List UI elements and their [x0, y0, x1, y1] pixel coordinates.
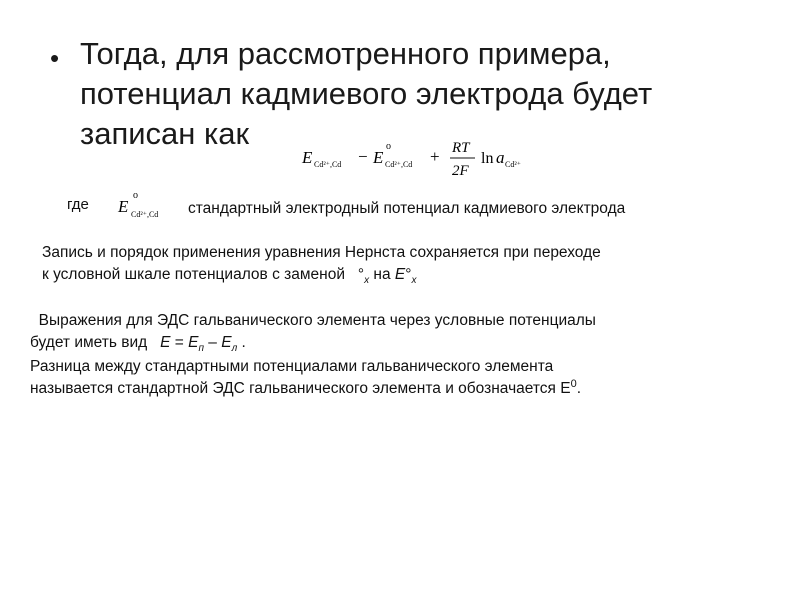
formula-degree: o — [386, 141, 391, 152]
emf-eq: = — [170, 334, 189, 351]
bullet-line-2: потенциал кадмиевого электрода будет — [80, 76, 653, 111]
bullet-line-1: Тогда, для рассмотренного примера, — [80, 36, 611, 71]
paragraph1-line1: Запись и порядок применения уравнения Нернста сохраняется при переходе — [42, 244, 601, 261]
formula-plus: + — [430, 147, 440, 166]
std-degree: o — [133, 190, 138, 201]
paragraph1-sub-x: x — [364, 275, 370, 286]
formula-sub-a: Cd²⁺ — [505, 160, 521, 169]
paragraph-nernst — [42, 242, 601, 288]
formula-ln: ln — [481, 150, 494, 167]
paragraph2-line3: Разница между стандартными потенциалами гальванического элемента — [30, 358, 554, 375]
std-E: E — [118, 197, 129, 216]
paragraph1-sub-x2: x — [411, 275, 417, 286]
paragraph2-line2-start: будет иметь вид — [30, 334, 152, 351]
emf-Ep: E — [188, 334, 199, 351]
paragraph2-line2 — [30, 332, 596, 356]
paragraph2-sup-zero: 0 — [570, 378, 577, 390]
formula-sub-main: Cd²⁺,Cd — [314, 160, 342, 169]
formula-numerator: RT — [452, 140, 470, 156]
formula-E-main: E — [302, 148, 313, 167]
nernst-equation — [300, 130, 550, 182]
paragraph2-line2-end: . — [237, 334, 246, 351]
paragraph2-line4 — [30, 378, 596, 401]
paragraph1-deg2: ° — [405, 266, 412, 283]
std-sub: Cd²⁺,Cd — [131, 210, 159, 219]
paragraph1-line2 — [42, 264, 601, 288]
bullet-line-3: записан как — [80, 116, 250, 151]
paragraph1-E: E — [394, 266, 406, 283]
emf-El-sub: л — [231, 343, 238, 354]
where-description: стандартный электродный потенциал кадмиевого электрода — [188, 200, 626, 217]
emf-minus: – — [203, 334, 222, 351]
emf-Ep-sub: п — [198, 343, 204, 354]
paragraph2-line4-start: называется стандартной ЭДС гальванического элемента и обозначается Е — [30, 380, 571, 397]
paragraph2-line4-end: . — [576, 380, 582, 397]
where-label: где — [67, 196, 89, 213]
paragraph-emf — [30, 310, 596, 401]
paragraph2-line1-text: Выражения для ЭДС гальванического элемента через условные потенциалы — [38, 312, 596, 329]
bullet-marker: • — [50, 43, 60, 73]
emf-E: E — [160, 334, 171, 351]
formula-sub-std: Cd²⁺,Cd — [385, 160, 413, 169]
formula-E-std: E — [373, 148, 384, 167]
paragraph2-line1 — [30, 310, 596, 332]
formula-a: a — [496, 148, 505, 167]
emf-El: E — [221, 334, 232, 351]
paragraph1-line2-start: к условной шкале потенциалов с заменой — [42, 266, 345, 283]
paragraph1-mid: на — [369, 266, 395, 283]
standard-potential-symbol — [116, 188, 186, 224]
paragraph1-deg: ° — [357, 266, 365, 283]
formula-denominator: 2F — [452, 163, 469, 179]
formula-minus: − — [358, 147, 368, 166]
